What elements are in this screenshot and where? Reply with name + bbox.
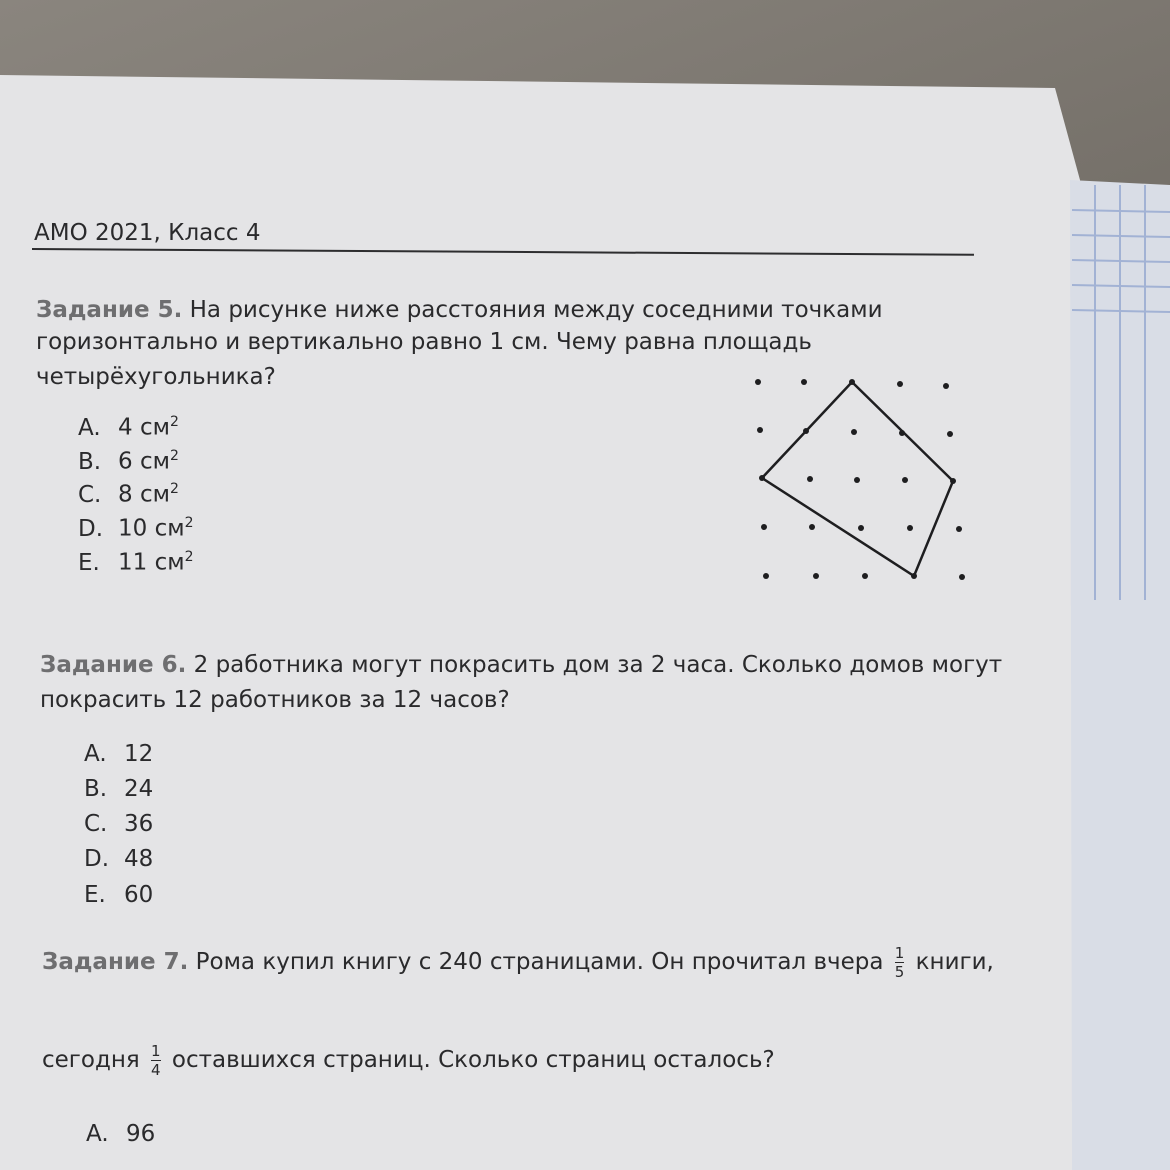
- option-letter: D.: [84, 846, 110, 872]
- fraction-denominator: 5: [894, 963, 905, 981]
- option-value: 11 см: [118, 549, 185, 576]
- task7-option-a: [86, 1121, 155, 1147]
- option-value: 12: [124, 741, 154, 767]
- option-value: 36: [124, 811, 154, 837]
- task6-option-b: [84, 776, 153, 802]
- option-sup: 2: [169, 414, 179, 430]
- task7-line1: [42, 945, 994, 980]
- grid-dot: [902, 477, 908, 483]
- option-letter: D.: [78, 515, 104, 542]
- task5-text-3: четырёхугольника?: [36, 364, 276, 390]
- grid-dot: [801, 379, 807, 385]
- task6-text-1: 2 работника могут покрасить дом за 2 часа. Сколько домов могут: [193, 652, 1003, 678]
- grid-dot: [757, 427, 763, 433]
- option-value: 96: [126, 1121, 156, 1147]
- grid-dot: [956, 526, 962, 532]
- grid-dot: [813, 573, 819, 579]
- grid-dot: [807, 476, 813, 482]
- option-letter: B.: [84, 776, 108, 802]
- fraction-one-fourth: [151, 1043, 161, 1078]
- grid-dot: [907, 525, 913, 531]
- task7-line2: [42, 1043, 775, 1078]
- option-sup: 2: [169, 481, 179, 497]
- option-value: 60: [124, 882, 154, 908]
- task5-line1: [36, 297, 883, 323]
- task6-option-d: [84, 846, 153, 872]
- option-sup: 2: [184, 549, 194, 565]
- task5-text-2: горизонтально и вертикально равно 1 см. Чему равна площадь: [36, 329, 812, 355]
- option-value: 10 см: [118, 515, 185, 542]
- task7-text-2-end: оставшихся страниц. Сколько страниц осталось?: [171, 1047, 775, 1073]
- grid-dot: [854, 477, 860, 483]
- option-letter: C.: [84, 811, 108, 837]
- task5-option-d: [78, 515, 194, 542]
- grid-dot: [851, 429, 857, 435]
- task6-label: Задание 6.: [40, 652, 187, 678]
- page-header: АМО 2021, Класс 4: [34, 220, 261, 246]
- option-letter: E.: [78, 549, 100, 576]
- grid-dot: [809, 524, 815, 530]
- task5-option-a: [78, 414, 179, 441]
- option-value: 8 см: [118, 481, 170, 508]
- task6-option-e: [84, 882, 153, 908]
- fraction-numerator: 1: [151, 1042, 161, 1060]
- task7-label: Задание 7.: [42, 949, 189, 975]
- grid-dot: [897, 381, 903, 387]
- grid-dot: [862, 573, 868, 579]
- grid-dot: [947, 431, 953, 437]
- option-letter: A.: [78, 414, 101, 441]
- grid-dot: [761, 524, 767, 530]
- task7-text-2-start: сегодня: [42, 1047, 140, 1073]
- option-value: 6 см: [118, 448, 170, 475]
- option-value: 48: [124, 846, 154, 872]
- task5-option-c: [78, 481, 179, 508]
- fraction-numerator: 1: [894, 944, 905, 962]
- fraction-one-fifth: [895, 945, 905, 980]
- dot-grid-figure: [740, 360, 980, 600]
- option-value: 4 см: [118, 414, 170, 441]
- task6-option-c: [84, 811, 153, 837]
- grid-dot: [943, 383, 949, 389]
- grid-dot: [755, 379, 761, 385]
- option-letter: A.: [86, 1121, 109, 1147]
- task7-text-1: Рома купил книгу с 240 страницами. Он прочитал вчера: [195, 949, 884, 975]
- grid-dot: [959, 574, 965, 580]
- fraction-denominator: 4: [151, 1061, 161, 1079]
- task5-option-e: [78, 549, 194, 576]
- grid-dot: [858, 525, 864, 531]
- task6-text-2: покрасить 12 работников за 12 часов?: [40, 687, 510, 713]
- option-sup: 2: [184, 515, 194, 531]
- task6-line1: [40, 652, 1002, 678]
- option-letter: E.: [84, 882, 106, 908]
- option-letter: C.: [78, 481, 102, 508]
- option-letter: A.: [84, 741, 107, 767]
- task5-option-b: [78, 448, 179, 475]
- task5-label: Задание 5.: [36, 297, 183, 323]
- option-value: 24: [124, 776, 154, 802]
- task7-text-1-end: книги,: [915, 949, 994, 975]
- grid-dot: [763, 573, 769, 579]
- option-letter: B.: [78, 448, 102, 475]
- task5-text-1: На рисунке ниже расстояния между соседними точками: [189, 297, 883, 323]
- option-sup: 2: [169, 448, 179, 464]
- task6-option-a: [84, 741, 153, 767]
